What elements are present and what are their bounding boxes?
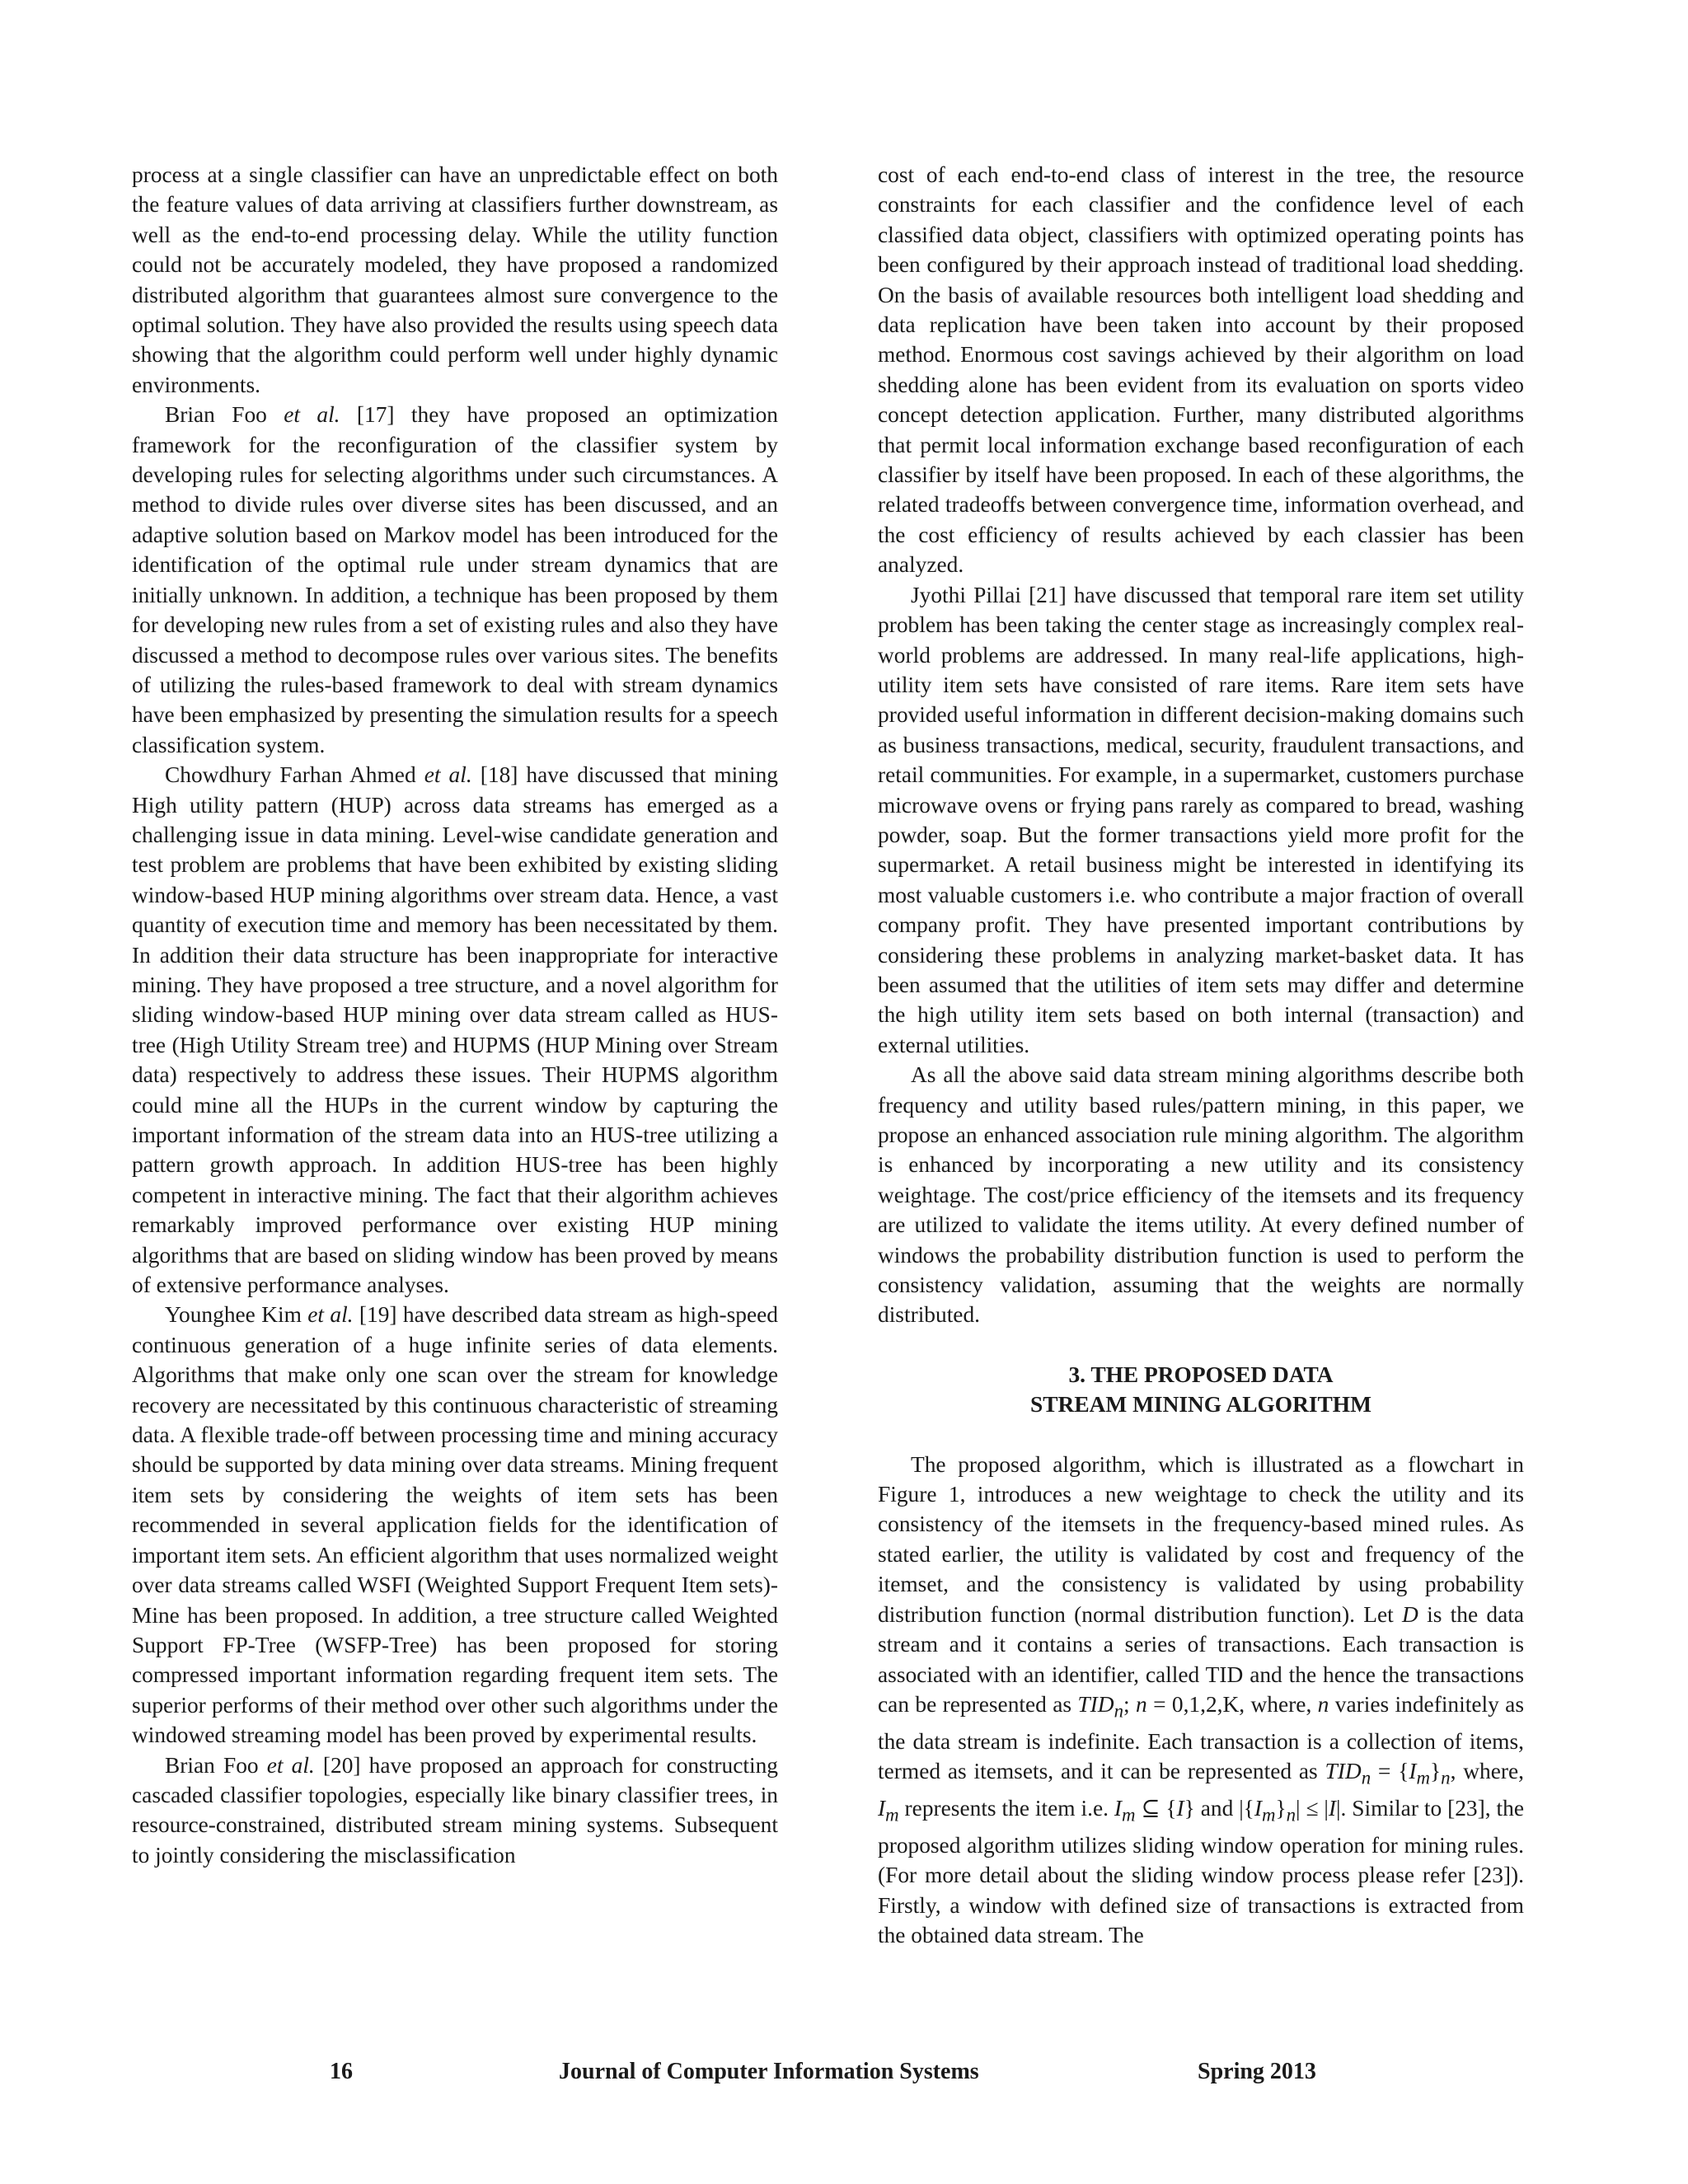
paragraph-text: represents the item i.e. xyxy=(898,1796,1114,1821)
author-name: Brian Foo xyxy=(165,402,267,428)
paragraph xyxy=(132,1750,778,1871)
math-symbol: I xyxy=(1328,1796,1337,1821)
math-subscript: n xyxy=(1361,1767,1372,1788)
math-symbol: n xyxy=(1317,1691,1329,1717)
paragraph: cost of each end-to-end class of interest in the tree, the resource constraints for each classifier and the confidence level of each classified data object, classifiers with optimized operating points has been configured by their approach instead of traditional load shedding. On the basis of available resources both intelligent load shedding and data replication have been taken into account by their proposed method. Enormous cost savings achieved by their algorithm on load shedding alone has been evident from its evaluation on sports video concept detection application. Further, many distributed algorithms that permit local information exchange based reconfiguration of each classifier by itself have been proposed. In each of these algorithms, the related tradeoffs between convergence time, information overhead, and the cost efficiency of results achieved by each classier has been analyzed. xyxy=(878,162,1524,578)
page-number: 16 xyxy=(330,2059,353,2084)
paragraph-text: |. Similar to [23], the proposed algorithm utilizes sliding window operation for mining rules. (For more detail about the sliding window process please refer [23]). Firstly, a window with defined size of transactions is extracted from the obtained data stream. The xyxy=(878,1796,1524,1948)
paragraph xyxy=(878,1450,1524,1951)
math-subscript: n xyxy=(1114,1700,1123,1722)
paragraph xyxy=(132,400,778,760)
math-symbol: n xyxy=(1135,1691,1147,1717)
et-al: et al. xyxy=(266,1752,315,1778)
section-heading xyxy=(878,1360,1524,1420)
author-name: Chowdhury Farhan Ahmed xyxy=(165,762,416,788)
math-subscript: n xyxy=(1441,1767,1451,1788)
paragraph: process at a single classifier can have an unpredictable effect on both the feature values of data arriving at classifiers further downstream, as well as the end-to-end processing delay. While the utility function could not be accurately modeled, they have proposed a randomized distributed algorithm that guarantees almost sure convergence to the optimal solution. They have also provided the results using speech data showing that the algorithm could perform well under highly dynamic environments. xyxy=(132,162,778,397)
paragraph-text: [19] have described data stream as high-speed continuous generation of a huge infinite series of data elements. Algorithms that make only one scan over the stream for knowledge recovery are necessitated by this continuous characteristic of streaming data. A flexible trade-off between processing time and mining accuracy should be supported by data mining over data streams. Mining frequent item sets by considering the weights of item sets has been recommended in several application fields for the identification of important item sets. An efficient algorithm that uses normalized weight over data streams called WSFI (Weighted Support Frequent Item sets)-Mine has been proposed. In addition, a tree structure called Weighted Support FP-Tree (WSFP-Tree) has been proposed for storing compressed important information regarding frequent item sets. The superior performs of their method over other such algorithms under the windowed streaming model has been proved by experimental results. xyxy=(132,1302,778,1748)
et-al: et al. xyxy=(307,1302,354,1328)
math-symbol: I xyxy=(1114,1796,1123,1821)
paragraph-text: | ≤ | xyxy=(1296,1796,1329,1821)
author-name: Brian Foo xyxy=(165,1752,259,1778)
paragraph-text: = 0,1,2,K, where, xyxy=(1146,1691,1318,1717)
section-heading-line: 3. THE PROPOSED DATA xyxy=(1068,1361,1334,1387)
math-symbol: TID xyxy=(1077,1691,1114,1717)
author-name: Younghee Kim xyxy=(165,1302,302,1328)
paragraph xyxy=(132,1300,778,1750)
issue-label: Spring 2013 xyxy=(1198,2059,1316,2084)
et-al: et al. xyxy=(284,402,340,428)
paragraph-text: [17] they have proposed an optimization framework for the reconfiguration of the classifier system by developing rules for selecting algorithms under such circumstances. A method to divide rules over diverse sites has been discussed, and an adaptive solution based on Markov model has been introduced for the identification of the optimal rule under stream dynamics that are initially unknown. In addition, a technique has been proposed by them for developing new rules from a set of existing rules and also they have discussed a method to decompose rules over various sites. The benefits of utilizing the rules-based framework to deal with stream dynamics have been emphasized by presenting the simulation results for a speech classification system. xyxy=(132,402,778,757)
math-symbol: D xyxy=(1402,1601,1418,1627)
math-subscript: n xyxy=(1286,1804,1296,1825)
paragraph: Jyothi Pillai [21] have discussed that temporal rare item set utility problem has been taking the center stage as increasingly complex real-world problems are addressed. In many real-life applications, high-utility item sets have consisted of rare items. Rare item sets have provided useful information in different decision-making domains such as business transactions, medical, security, fraudulent transactions, and retail communities. For example, in a supermarket, customers purchase microwave ovens or frying pans rarely as compared to bread, washing powder, soap. But the former transactions yield more profit for the supermarket. A retail business might be interested in identifying its most valuable customers i.e. who contribute a major fraction of overall company profit. They have presented important contributions by considering these problems in analyzing market-basket data. It has been assumed that the utilities of item sets may differ and determine the high utility item sets based on both internal (transaction) and external utilities. xyxy=(878,582,1524,1057)
paragraph-text: is the data stream and it contains a series of transactions. Each transaction is associated with an identifier, called TID and the hence the transactions can be represented as xyxy=(878,1601,1524,1717)
paragraph-text: } and |{ xyxy=(1184,1796,1254,1821)
math-symbol: I xyxy=(1176,1796,1184,1821)
paragraph-text: The proposed algorithm, which is illustrated as a flowchart in Figure 1, introduces a new weightage to check the utility and its consistency of the itemsets in the frequency-based mined rules. As stated earlier, the utility is validated by cost and frequency of the itemset, and the consistency is validated by using probability distribution function (normal distribution function). Let xyxy=(878,1451,1524,1627)
math-subscript: m xyxy=(1261,1804,1276,1825)
math-symbol: I xyxy=(878,1796,886,1821)
journal-title: Journal of Computer Information Systems xyxy=(559,2059,979,2084)
right-column xyxy=(878,160,1524,1951)
section-heading-line: STREAM MINING ALGORITHM xyxy=(1030,1392,1372,1418)
paragraph xyxy=(132,760,778,1300)
et-al: et al. xyxy=(424,762,472,788)
math-symbol: TID xyxy=(1325,1759,1362,1784)
paragraph-text: [18] have discussed that mining High utility pattern (HUP) across data streams has emerged as a challenging issue in data mining. Level-wise candidate generation and test problem are problems that have been exhibited by existing sliding window-based HUP mining algorithms over stream data. Hence, a vast quantity of execution time and memory has been necessitated by them. In addition their data structure has been inappropriate for interactive mining. They have proposed a tree structure, and a novel algorithm for sliding window-based HUP mining over data stream called as HUS-tree (High Utility Stream tree) and HUPMS (HUP Mining over Stream data) respectively to address these issues. Their HUPMS algorithm could mine all the HUPs in the current window by capturing the important information of the stream data into an HUS-tree utilizing a pattern growth approach. In addition HUS-tree has been highly competent in interactive mining. The fact that their algorithm achieves remarkably improved performance over existing HUP mining algorithms that are based on sliding window has been proved by means of extensive performance analyses. xyxy=(132,762,778,1298)
left-column xyxy=(132,160,778,1870)
paragraph-text: , where, xyxy=(1450,1759,1524,1784)
paragraph: As all the above said data stream mining algorithms describe both frequency and utility based rules/pattern mining, in this paper, we propose an enhanced association rule mining algorithm. The algorithm is enhanced by incorporating a new utility and its consistency weightage. The cost/price efficiency of the itemsets and its frequency are utilized to validate the items utility. At every defined number of windows the probability distribution function is used to perform the consistency validation, assuming that the weights are normally distributed. xyxy=(878,1062,1524,1328)
math-subscript: m xyxy=(885,1804,899,1825)
paragraph-text: [20] have proposed an approach for constructing cascaded classifier topologies, especially like binary classifier trees, in resource-constrained, distributed stream mining systems. Subsequent to jointly considering the misclassification xyxy=(132,1752,778,1868)
math-subscript: m xyxy=(1416,1767,1430,1788)
page-footer xyxy=(0,2059,1688,2092)
math-subscript: m xyxy=(1122,1804,1136,1825)
paragraph-text: ⊆ { xyxy=(1135,1796,1177,1821)
paragraph-text: } xyxy=(1275,1796,1287,1821)
paragraph-text: varies indefinitely as the data stream is indefinite. Each transaction is a collection of items, termed as itemsets, and it can be represented as xyxy=(878,1691,1524,1784)
math-symbol: I xyxy=(1409,1759,1417,1784)
math-symbol: I xyxy=(1254,1796,1262,1821)
paragraph-text: = { xyxy=(1371,1759,1409,1784)
paragraph-text: } xyxy=(1429,1759,1442,1784)
paragraph-text: ; xyxy=(1123,1691,1136,1717)
